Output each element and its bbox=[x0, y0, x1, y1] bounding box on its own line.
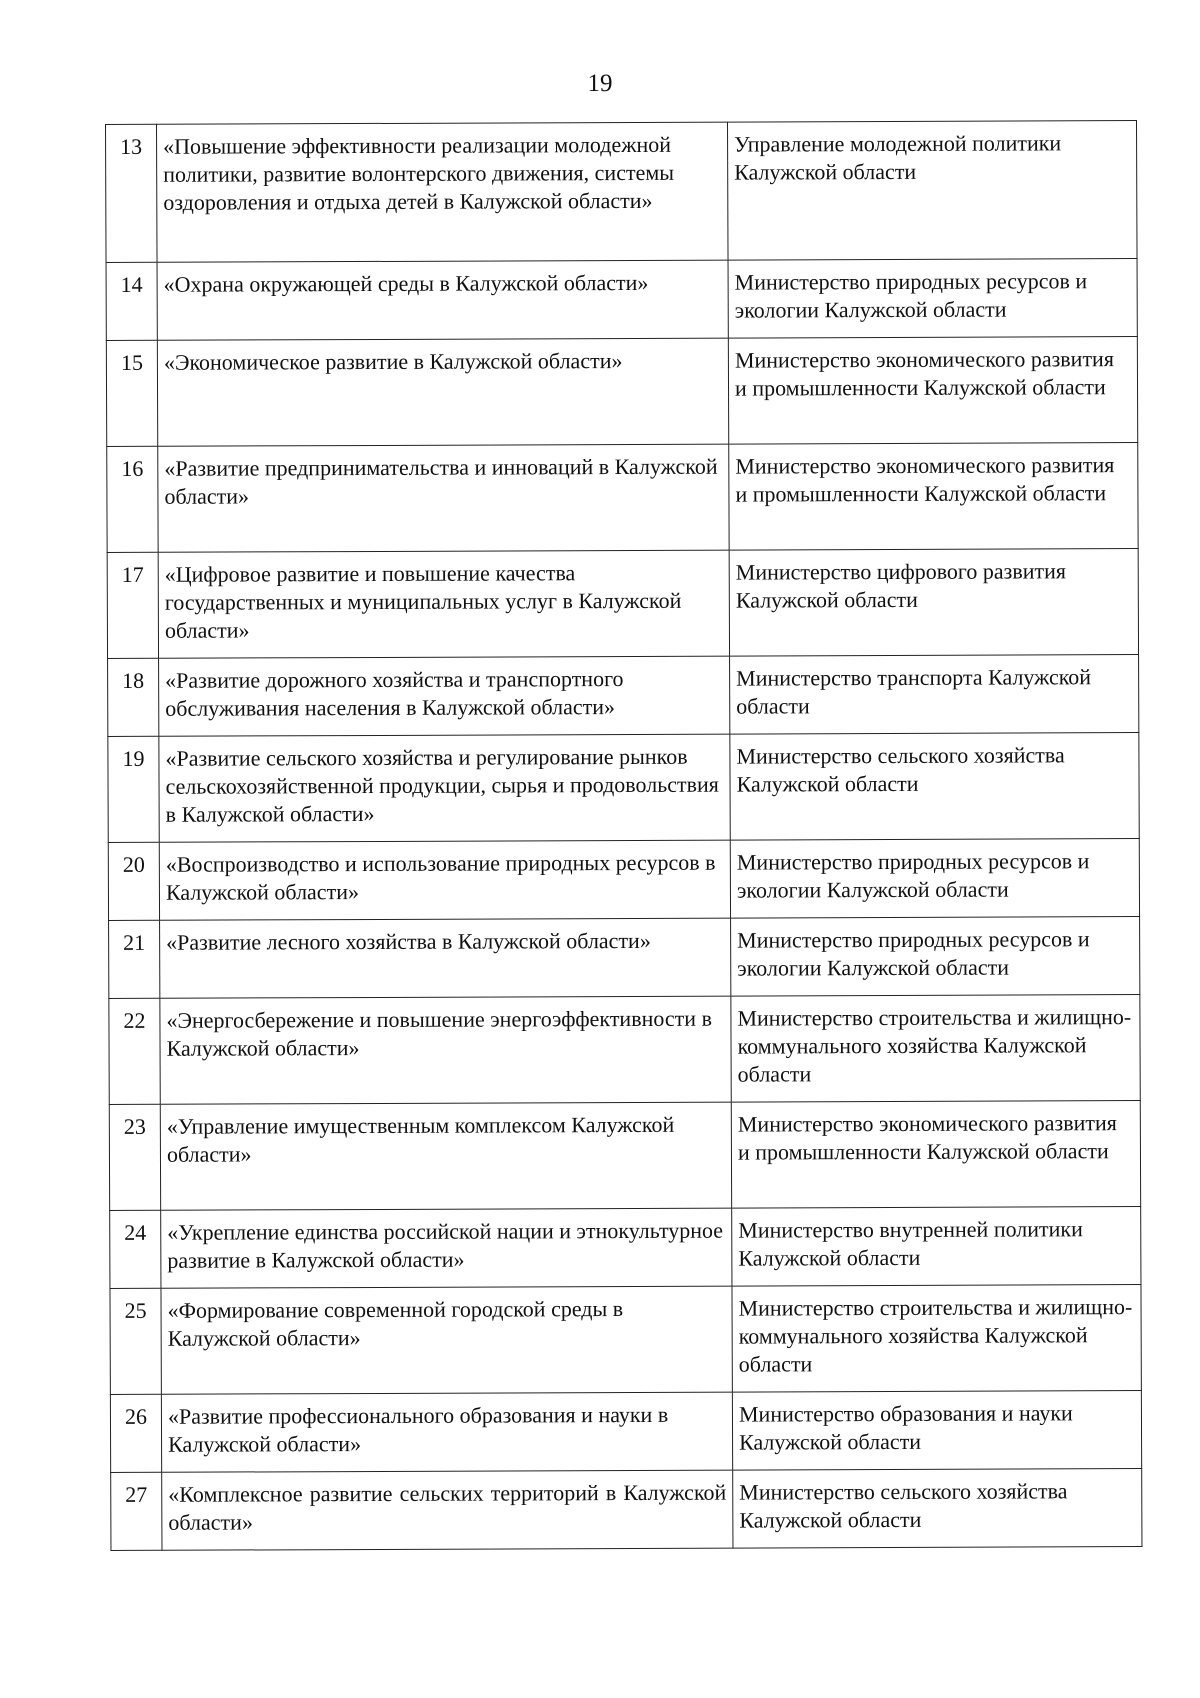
responsible-organization: Министерство экономического развития и промышленности Калужской области bbox=[729, 443, 1138, 551]
responsible-organization: Министерство образования и науки Калужской области bbox=[732, 1391, 1141, 1471]
row-number: 24 bbox=[110, 1210, 161, 1288]
row-number: 20 bbox=[108, 842, 159, 920]
row-number: 26 bbox=[110, 1394, 161, 1472]
responsible-organization: Министерство природных ресурсов и экологии Калужской области bbox=[731, 917, 1140, 997]
table-row bbox=[109, 917, 1140, 999]
responsible-organization: Министерство сельского хозяйства Калужской области bbox=[733, 1469, 1142, 1549]
program-name: «Развитие сельского хозяйства и регулирование рынков сельскохозяйственной продукции, сырья и продовольствия в Калужской области» bbox=[159, 734, 730, 842]
row-number: 27 bbox=[111, 1472, 162, 1550]
table-row bbox=[106, 337, 1137, 447]
row-number: 25 bbox=[110, 1288, 161, 1394]
program-name: «Экономическое развитие в Калужской области» bbox=[157, 338, 728, 446]
responsible-organization: Министерство сельского хозяйства Калужской области bbox=[730, 733, 1139, 841]
responsible-organization: Министерство природных ресурсов и экологии Калужской области bbox=[730, 839, 1139, 919]
row-number: 22 bbox=[109, 998, 160, 1104]
programs-table bbox=[105, 120, 1142, 1551]
program-name: «Воспроизводство и использование природных ресурсов в Калужской области» bbox=[159, 840, 730, 920]
table-row bbox=[109, 1101, 1140, 1211]
table-row bbox=[110, 1207, 1141, 1289]
responsible-organization: Министерство цифрового развития Калужской области bbox=[729, 549, 1138, 657]
row-number: 14 bbox=[106, 262, 157, 340]
responsible-organization: Управление молодежной политики Калужской области bbox=[727, 121, 1137, 261]
table-row bbox=[111, 1469, 1142, 1551]
table-row bbox=[107, 549, 1138, 659]
table-row bbox=[110, 1391, 1141, 1473]
table-row bbox=[107, 443, 1138, 553]
row-number: 19 bbox=[108, 736, 159, 842]
row-number: 13 bbox=[106, 124, 158, 262]
table-row bbox=[108, 655, 1139, 737]
row-number: 15 bbox=[106, 340, 157, 446]
table-row bbox=[106, 121, 1138, 263]
program-name: «Развитие профессионального образования и науки в Калужской области» bbox=[161, 1392, 732, 1472]
table-row bbox=[109, 995, 1140, 1105]
program-name: «Повышение эффективности реализации молодежной политики, развитие волонтерского движения, системы оздоровления и отдыха детей в Калужской области» bbox=[157, 122, 729, 262]
responsible-organization: Министерство внутренней политики Калужской области bbox=[732, 1207, 1141, 1287]
row-number: 21 bbox=[109, 920, 160, 998]
table-row bbox=[106, 259, 1137, 341]
table-row bbox=[110, 1285, 1141, 1395]
program-name: «Укрепление единства российской нации и этнокультурное развитие в Калужской области» bbox=[161, 1208, 732, 1288]
table-row bbox=[108, 733, 1139, 843]
program-name: «Развитие лесного хозяйства в Калужской области» bbox=[160, 918, 731, 998]
responsible-organization: Министерство экономического развития и промышленности Калужской области bbox=[731, 1101, 1140, 1209]
program-name: «Формирование современной городской среды в Калужской области» bbox=[161, 1286, 732, 1394]
table-row bbox=[108, 839, 1139, 921]
row-number: 23 bbox=[109, 1104, 160, 1210]
row-number: 16 bbox=[107, 446, 158, 552]
page-number: 19 bbox=[587, 70, 613, 97]
responsible-organization: Министерство строительства и жилищно-коммунального хозяйства Калужской области bbox=[731, 995, 1140, 1103]
row-number: 18 bbox=[108, 658, 159, 736]
program-name: «Цифровое развитие и повышение качества государственных и муниципальных услуг в Калужской области» bbox=[158, 550, 729, 658]
responsible-organization: Министерство строительства и жилищно-коммунального хозяйства Калужской области bbox=[732, 1285, 1141, 1393]
program-name: «Развитие предпринимательства и инноваций в Калужской области» bbox=[158, 444, 729, 552]
program-name: «Охрана окружающей среды в Калужской области» bbox=[157, 260, 728, 340]
program-name: «Развитие дорожного хозяйства и транспортного обслуживания населения в Калужской области» bbox=[159, 656, 730, 736]
program-name: «Комплексное развитие сельских территорий в Калужской области» bbox=[162, 1470, 733, 1550]
responsible-organization: Министерство природных ресурсов и экологии Калужской области bbox=[728, 259, 1137, 339]
responsible-organization: Министерство экономического развития и промышленности Калужской области bbox=[728, 337, 1137, 445]
row-number: 17 bbox=[107, 552, 158, 658]
responsible-organization: Министерство транспорта Калужской области bbox=[730, 655, 1139, 735]
program-name: «Управление имущественным комплексом Калужской области» bbox=[160, 1102, 731, 1210]
program-name: «Энергосбережение и повышение энергоэффективности в Калужской области» bbox=[160, 996, 731, 1104]
